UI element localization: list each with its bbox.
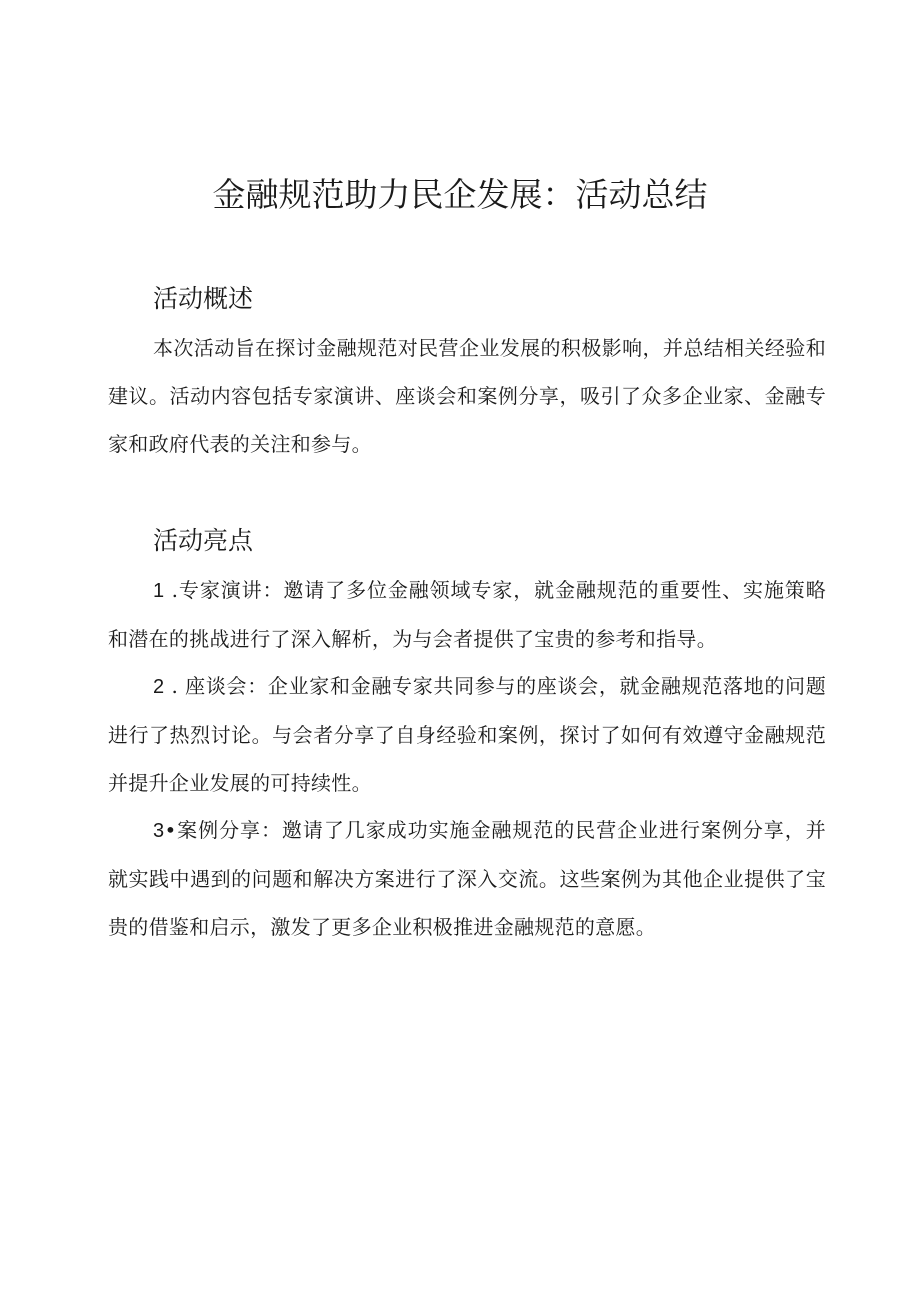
section-heading-overview: 活动概述 [153,284,254,313]
highlight-item-2 [108,662,826,807]
highlight-item-1 [108,566,826,663]
item-text: •案例分享：邀请了几家成功实施金融规范的民营企业进行案例分享，并就实践中遇到的问题和解决方案进行了深入交流。这些案例为其他企业提供了宝贵的借鉴和启示，激发了更多企业积极推进金融规范的意愿。 [108,818,826,939]
item-text: .专家演讲：邀请了多位金融领域专家，就金融规范的重要性、实施策略和潜在的挑战进行了深入解析，为与会者提供了宝贵的参考和指导。 [108,578,826,651]
item-marker: 2 [153,676,165,698]
item-marker: 1 [153,580,165,602]
overview-paragraph: 本次活动旨在探讨金融规范对民营企业发展的积极影响，并总结相关经验和建议。活动内容包括专家演讲、座谈会和案例分享，吸引了众多企业家、金融专家和政府代表的关注和参与。 [108,336,826,456]
section-heading-highlights: 活动亮点 [153,526,254,555]
highlight-item-3 [108,806,826,951]
item-text: . 座谈会：企业家和金融专家共同参与的座谈会，就金融规范落地的问题进行了热烈讨论。与会者分享了自身经验和案例，探讨了如何有效遵守金融规范并提升企业发展的可持续性。 [108,674,826,795]
page-title: 金融规范助力民企发展：活动总结 [212,175,708,214]
item-marker: 3 [153,820,165,842]
